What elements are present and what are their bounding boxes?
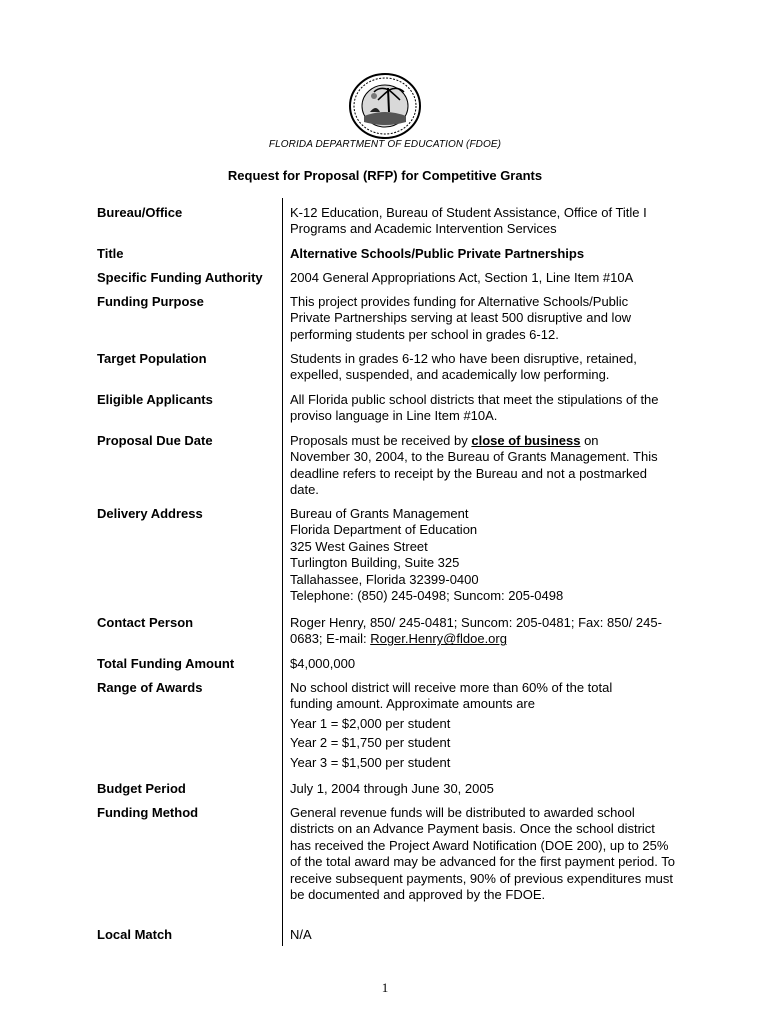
label-delivery-address: Delivery Address: [97, 506, 203, 521]
contact-text: Roger Henry, 850/ 245-0481; Suncom: 205-0481; Fax: 850/ 245-0683; E-mail:: [290, 615, 662, 647]
address-line: 325 West Gaines Street: [290, 538, 428, 554]
due-emphasis: close of business: [471, 433, 581, 448]
value-funding-authority: 2004 General Appropriations Act, Section 1, Line Item #10A: [290, 270, 634, 285]
value-delivery-address: [290, 506, 690, 604]
label-title: Title: [97, 246, 124, 261]
label-funding-method: Funding Method: [97, 805, 199, 820]
address-line: Florida Department of Education: [290, 522, 478, 538]
range-year-2: Year 2 = $1,750 per student: [290, 735, 451, 751]
page-title: Request for Proposal (RFP) for Competitive Grants: [227, 168, 543, 183]
fdoe-seal-icon: [348, 72, 422, 140]
label-proposal-due-date: Proposal Due Date: [97, 433, 213, 448]
range-year-1: Year 1 = $2,000 per student: [290, 715, 451, 731]
range-year-3: Year 3 = $1,500 per student: [290, 754, 451, 770]
label-target-population: Target Population: [97, 351, 207, 366]
page-number: 1: [381, 980, 389, 995]
agency-name: FLORIDA DEPARTMENT OF EDUCATION (FDOE): [268, 139, 502, 150]
label-funding-authority: Specific Funding Authority: [97, 270, 263, 285]
value-title: Alternative Schools/Public Private Partnerships: [290, 246, 585, 261]
range-intro: No school district will receive more than 60% of the total funding amount. Approximate amounts are: [290, 680, 613, 712]
address-line: Turlington Building, Suite 325: [290, 555, 460, 571]
label-budget-period: Budget Period: [97, 781, 186, 796]
address-line: Tallahassee, Florida 32399-0400: [290, 571, 479, 587]
label-range-of-awards: Range of Awards: [97, 680, 203, 695]
due-text-post: on November 30, 2004, to the Bureau of Grants Management. This deadline refers to receipt by the Bureau and not a postmarked date.: [290, 433, 658, 498]
value-eligible-applicants: All Florida public school districts that meet the stipulations of the proviso language in Line Item #10A.: [290, 392, 659, 424]
value-target-population: Students in grades 6-12 who have been disruptive, retained, expelled, suspended, and academically low performing.: [290, 351, 637, 383]
due-text-pre: Proposals must be received by: [290, 433, 472, 448]
value-contact-person: [290, 615, 675, 648]
label-contact-person: Contact Person: [97, 615, 194, 630]
label-total-funding: Total Funding Amount: [97, 656, 235, 671]
value-funding-purpose: This project provides funding for Alternative Schools/Public Private Partnerships serving at least 500 disruptive and low performing students per school in grades 6-12.: [290, 294, 632, 342]
address-phone: Telephone: (850) 245-0498; Suncom: 205-0498: [290, 588, 564, 604]
value-funding-method: General revenue funds will be distributed to awarded school districts on an Advance Payment basis. Once the school district has received the Project Award Notification (DOE 200), up to 25% of the total award may be advanced for the first payment period. To receive subsequent payments, 90% of previous expenditures must be documented and approved by the FDOE.: [290, 805, 675, 903]
label-local-match: Local Match: [97, 927, 173, 942]
value-local-match: N/A: [290, 927, 312, 942]
column-divider: [282, 198, 283, 946]
value-total-funding: $4,000,000: [290, 656, 356, 671]
address-line: Bureau of Grants Management: [290, 506, 469, 521]
value-bureau-office: K-12 Education, Bureau of Student Assistance, Office of Title I Programs and Academic Intervention Services: [290, 205, 647, 237]
value-proposal-due-date: [290, 433, 662, 499]
value-budget-period: July 1, 2004 through June 30, 2005: [290, 781, 494, 796]
value-range-of-awards: [290, 680, 650, 771]
contact-email-link[interactable]: Roger.Henry@fldoe.org: [370, 631, 507, 647]
label-funding-purpose: Funding Purpose: [97, 294, 204, 309]
label-bureau-office: Bureau/Office: [97, 205, 183, 220]
label-eligible-applicants: Eligible Applicants: [97, 392, 213, 407]
